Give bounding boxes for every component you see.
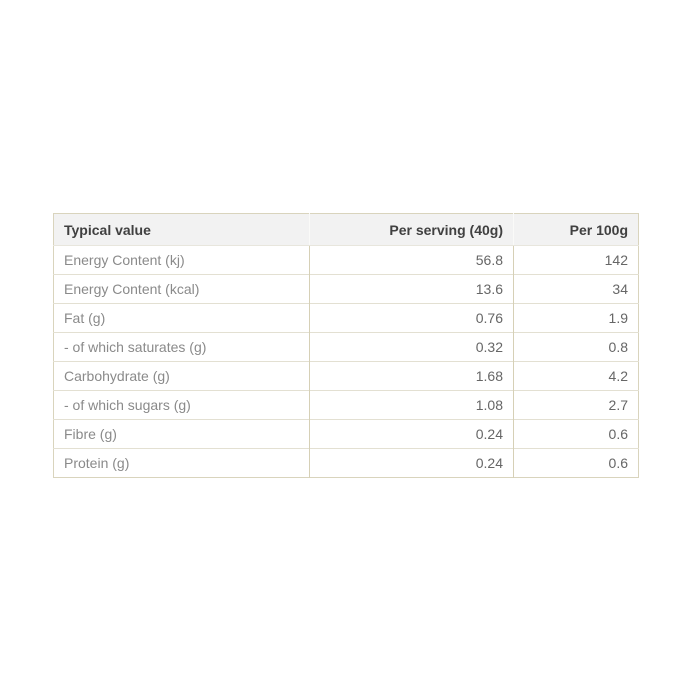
cell-nutrient-label: Fat (g) [54,304,310,333]
cell-per-serving-value: 0.76 [310,304,514,333]
cell-per-serving-value: 0.32 [310,333,514,362]
cell-nutrient-label: Fibre (g) [54,420,310,449]
table-row [54,304,639,333]
cell-per-100g-value: 0.8 [514,333,639,362]
cell-nutrient-label: Protein (g) [54,449,310,478]
table-row [54,362,639,391]
cell-nutrient-label: Carbohydrate (g) [54,362,310,391]
nutrition-table-body [54,246,639,478]
cell-per-serving-value: 13.6 [310,275,514,304]
nutrition-table-container [53,213,638,478]
cell-per-serving-value: 56.8 [310,246,514,275]
table-row [54,391,639,420]
cell-nutrient-label: - of which sugars (g) [54,391,310,420]
cell-per-100g-value: 1.9 [514,304,639,333]
column-header-typical-value: Typical value [54,214,310,246]
cell-per-serving-value: 0.24 [310,420,514,449]
table-row [54,333,639,362]
nutrition-table [53,213,639,478]
column-header-per-serving: Per serving (40g) [310,214,514,246]
cell-per-100g-value: 0.6 [514,449,639,478]
cell-per-100g-value: 2.7 [514,391,639,420]
cell-per-serving-value: 1.08 [310,391,514,420]
cell-per-serving-value: 1.68 [310,362,514,391]
cell-per-100g-value: 0.6 [514,420,639,449]
header-row [54,214,639,246]
table-row [54,420,639,449]
cell-nutrient-label: Energy Content (kcal) [54,275,310,304]
table-row [54,275,639,304]
cell-per-serving-value: 0.24 [310,449,514,478]
cell-nutrient-label: - of which saturates (g) [54,333,310,362]
cell-per-100g-value: 142 [514,246,639,275]
cell-per-100g-value: 34 [514,275,639,304]
column-header-per-100g: Per 100g [514,214,639,246]
cell-nutrient-label: Energy Content (kj) [54,246,310,275]
table-row [54,246,639,275]
cell-per-100g-value: 4.2 [514,362,639,391]
nutrition-table-header [54,214,639,246]
table-row [54,449,639,478]
